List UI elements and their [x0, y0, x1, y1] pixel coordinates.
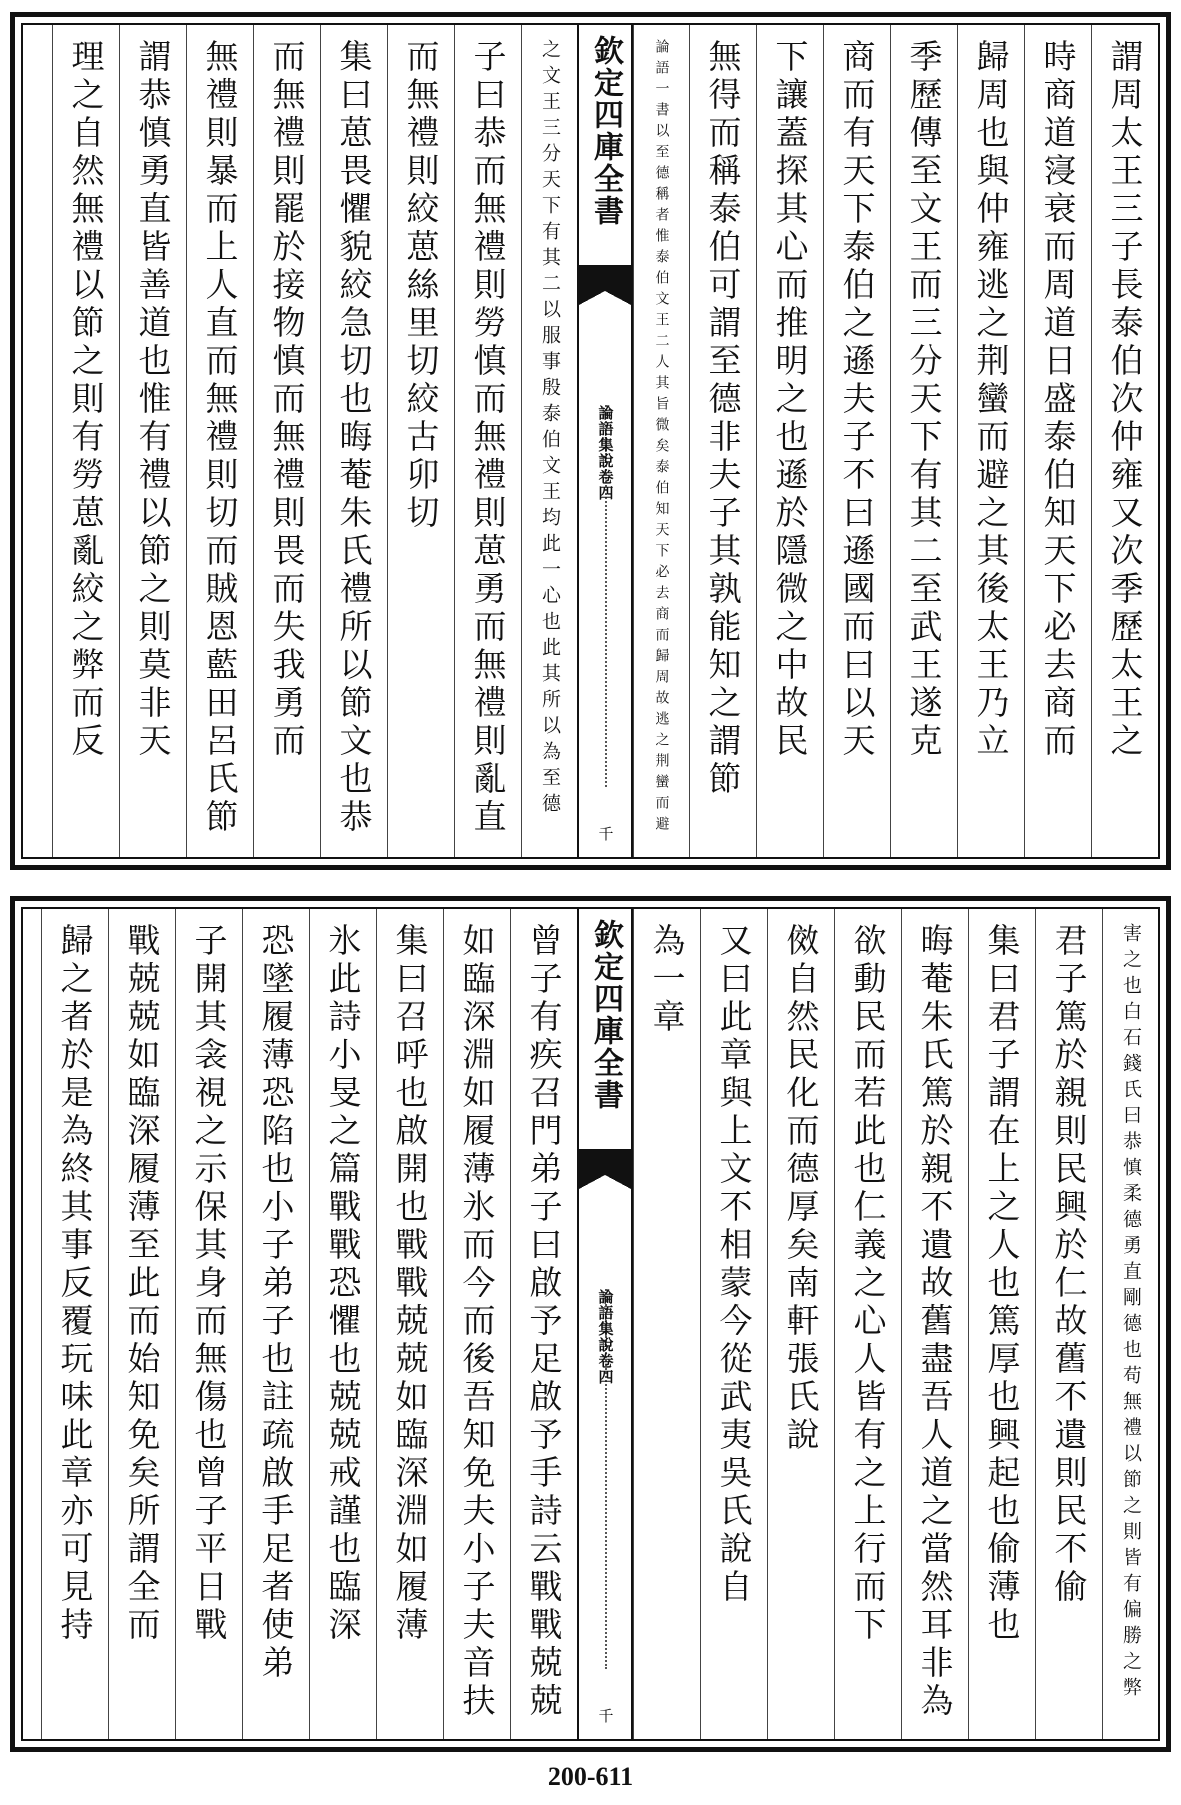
text-column [175, 909, 242, 1739]
column-text: 季歷傳至文王而三分天下有其二至武王遂克 [904, 39, 944, 761]
text-column [454, 25, 521, 857]
text-column [52, 25, 119, 857]
fold-leaf-number: 千 [596, 826, 615, 841]
text-column [890, 25, 957, 857]
text-column [253, 25, 320, 857]
center-fold [577, 909, 633, 1739]
column-text: 子開其衾視之示保其身而無傷也曾子平日戰 [189, 923, 229, 1645]
top-page-panel [10, 12, 1171, 870]
text-column [119, 25, 186, 857]
text-column [767, 909, 834, 1739]
text-column [108, 909, 175, 1739]
bottom-page-frame [21, 907, 1160, 1741]
text-column [633, 909, 700, 1739]
text-column [443, 909, 510, 1739]
column-text: 戰兢兢如臨深履薄至此而始知免矣所謂全而 [122, 923, 162, 1645]
column-text: 論語一書以至德稱者惟泰伯文王二人其旨微矣泰伯知天下必去商而歸周故逃之荆蠻而避 [653, 39, 670, 837]
text-column [521, 25, 577, 857]
fishtail-mark [579, 265, 631, 291]
text-column [1102, 909, 1158, 1739]
column-text: 如臨深淵如履薄氷而今而後吾知免夫小子夫音扶 [457, 923, 497, 1721]
column-text: 集曰召呼也啟開也戰戰兢兢如臨深淵如履薄 [390, 923, 430, 1645]
text-column [1091, 25, 1158, 857]
column-text: 欲動民而若此也仁義之心人皆有之上行而下 [848, 923, 888, 1645]
bottom-page-panel [10, 896, 1171, 1752]
text-column [387, 25, 454, 857]
column-text: 傚自然民化而德厚矣南軒張氏說 [781, 923, 821, 1455]
text-column [1024, 25, 1091, 857]
column-text: 無禮則暴而上人直而無禮則切而賊恩藍田呂氏節 [200, 39, 240, 837]
column-text: 子曰恭而無禮則勞慎而無禮則葸勇而無禮則亂直 [468, 39, 508, 837]
fold-section: 論語集說卷四 [596, 1289, 615, 1385]
column-text: 晦菴朱氏篤於親不遺故舊盡吾人道之當然耳非為 [915, 923, 955, 1721]
text-column [689, 25, 756, 857]
column-text: 恐墜履薄恐陷也小子弟子也註疏啟手足者使弟 [256, 923, 296, 1683]
text-column [510, 909, 577, 1739]
text-column [700, 909, 767, 1739]
text-column [320, 25, 387, 857]
column-text: 氷此詩小旻之篇戰戰恐懼也兢兢戒謹也臨深 [323, 923, 363, 1645]
text-column [901, 909, 968, 1739]
text-column [41, 909, 108, 1739]
text-column [242, 909, 309, 1739]
column-text: 集曰君子謂在上之人也篤厚也興起也偷薄也 [982, 923, 1022, 1645]
column-text: 害之也白石錢氏曰恭慎柔德勇直剛德也苟無禮以節之則皆有偏勝之弊 [1120, 923, 1142, 1703]
column-text: 君子篤於親則民興於仁故舊不遺則民不偷 [1049, 923, 1089, 1607]
column-text: 集曰葸畏懼貌絞急切也晦菴朱氏禮所以節文也恭 [334, 39, 374, 837]
text-column [823, 25, 890, 857]
column-text: 理之自然無禮以節之則有勞葸亂絞之弊而反 [66, 39, 106, 761]
column-text: 又曰此章與上文不相蒙今從武夷吳氏說自 [714, 923, 754, 1607]
page-number: 200-611 [547, 1762, 634, 1791]
column-text: 歸周也與仲雍逃之荆蠻而避之其後太王乃立 [971, 39, 1011, 761]
center-fold [577, 25, 633, 857]
column-text: 無得而稱泰伯可謂至德非夫子其孰能知之謂節 [703, 39, 743, 799]
text-column [834, 909, 901, 1739]
column-text: 時商道寖衰而周道日盛泰伯知天下必去商而 [1038, 39, 1078, 761]
column-text: 曾子有疾召門弟子曰啟予足啟予手詩云戰戰兢兢 [524, 923, 564, 1721]
fold-leaf-number: 千 [596, 1708, 615, 1723]
text-column [309, 909, 376, 1739]
text-column [633, 25, 689, 857]
fishtail-mark [579, 1149, 631, 1175]
text-column [376, 909, 443, 1739]
fold-section: 論語集說卷四 [596, 405, 615, 501]
column-text: 歸之者於是為終其事反覆玩味此章亦可見持 [55, 923, 95, 1645]
top-page-frame [21, 23, 1160, 859]
text-column [957, 25, 1024, 857]
text-column [968, 909, 1035, 1739]
text-column [1035, 909, 1102, 1739]
column-text: 之文王三分天下有其二以服事殷泰伯文王均此一心也此其所以為至德 [539, 39, 561, 819]
fold-title: 欽定四庫全書 [588, 919, 623, 1111]
column-text: 謂周太王三子長泰伯次仲雍又次季歷太王之 [1105, 39, 1145, 761]
column-text: 下讓蓋探其心而推明之也遜於隱微之中故民 [770, 39, 810, 761]
column-text: 商而有天下泰伯之遜夫子不曰遜國而曰以天 [837, 39, 877, 761]
fold-title: 欽定四庫全書 [588, 35, 623, 227]
column-text: 而無禮則罷於接物慎而無禮則畏而失我勇而 [267, 39, 307, 761]
column-text: 而無禮則絞葸絲里切絞古卯切 [401, 39, 441, 533]
column-text: 為一章 [647, 923, 687, 1037]
column-text: 謂恭慎勇直皆善道也惟有禮以節之則莫非天 [133, 39, 173, 761]
text-column [756, 25, 823, 857]
text-column [186, 25, 253, 857]
